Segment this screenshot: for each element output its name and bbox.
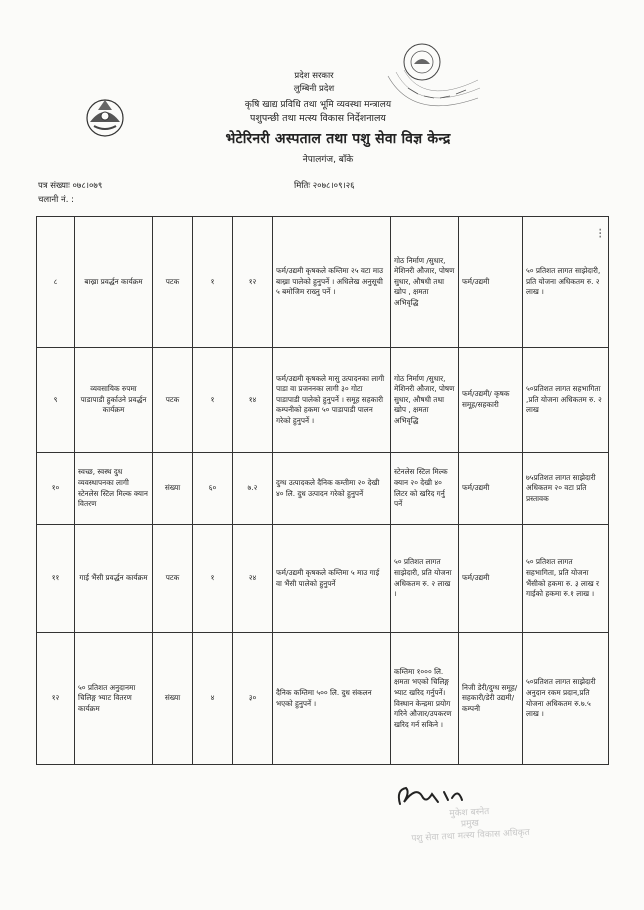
row-activity: ५० प्रतिशत लागत साझेदारी, प्रति योजना अधिकतम रु. २ लाख । — [391, 525, 459, 633]
row-beneficiary: फर्म/उद्यमी — [459, 217, 523, 348]
header-line-2: लुम्बिनी प्रदेश — [293, 84, 335, 94]
row-criteria: दुग्ध उत्पादकले दैनिक कम्तीमा २० देखी ४० लि. दुध उत्पादन गरेको हुनुपर्ने — [273, 453, 391, 525]
reference-number: पत्र संख्याः ०७८।०७९ — [38, 181, 103, 191]
row-quantity: १ — [193, 217, 233, 348]
header-line-4: पशुपन्छी तथा मत्स्य विकास निर्देशनालय — [250, 113, 386, 124]
row-sn: ८ — [37, 217, 75, 348]
row-program: व्यवसायिक रुपमा पाडापाडी हुर्काउने प्रवर्द्धन कार्यक्रम — [75, 348, 153, 453]
row-criteria: फर्म/उद्यमी कृषकले कम्तिमा २५ वटा माउ बाख्रा पालेको हुनुपर्ने । अधिलेख अनुसूची ५ बमोजिम राख्नु पर्ने । — [273, 217, 391, 348]
row-quantity: १ — [193, 348, 233, 453]
row-quantity: ४ — [193, 633, 233, 765]
row-program: गाई भैंसी प्रवर्द्धन कार्यक्रम — [75, 525, 153, 633]
row-budget: १२ — [233, 217, 273, 348]
row-beneficiary: फर्म/उद्यमी — [459, 453, 523, 525]
row-remarks: ५०प्रतिशत लागत साझेदारी अनुदान रकम प्रदान,प्रति योजना अधिकतम रु.७.५ लाख । — [523, 633, 609, 765]
row-remarks: ५० प्रतिशत लागत सहभागिता, प्रति योजना भैंसीको हकमा रु. ३ लाख र गाईको हकमा रु.१ लाख । — [523, 525, 609, 633]
program-table — [36, 216, 609, 765]
row-beneficiary: फर्म/उद्यमी — [459, 525, 523, 633]
official-stamp — [409, 805, 531, 845]
row-program: ५० प्रतिशत अनुदानमा चिलिङ्ग भ्याट वितरण कार्यक्रम — [75, 633, 153, 765]
row-activity: स्टेनलेस स्टिल मिल्क क्यान २० देखी ४० लिटर को खरिद गर्नु पर्ने — [391, 453, 459, 525]
row-budget: २४ — [233, 525, 273, 633]
row-sn: १० — [37, 453, 75, 525]
table-row — [37, 525, 609, 633]
table-row — [37, 633, 609, 765]
table-row — [37, 453, 609, 525]
row-activity: गोठ निर्माण /सुधार, मेशिनरी औजार, पोषण सुधार, औषधी तथा खोप , क्षमता अभिवृद्धि — [391, 217, 459, 348]
handwritten-signature — [392, 782, 482, 810]
row-unit: संख्या — [153, 633, 193, 765]
header-line-3: कृषि खाद्य प्रविधि तथा भूमि व्यवस्था मन्त्रालय — [244, 100, 392, 110]
row-budget: ३० — [233, 633, 273, 765]
row-sn: ११ — [37, 525, 75, 633]
row-budget: ७.२ — [233, 453, 273, 525]
signatory-name: मुकेश बस्नेत — [449, 806, 490, 820]
row-criteria: दैनिक कम्तिमा ५०० लि. दुध संकलन भएको हुनुपर्ने । — [273, 633, 391, 765]
row-remarks: ५० प्रतिशत लागत साझेदारी, प्रति योजना अधिकतम रु. २ लाख । — [523, 217, 609, 348]
row-unit: संख्या — [153, 453, 193, 525]
row-program: बाख्रा प्रवर्द्धन कार्यक्रम — [75, 217, 153, 348]
row-criteria: फर्म/उद्यमी कृषकले मासु उत्पादनका लागी पाडा वा प्रजननका लागी ३० गोटा पाडापाडी पालेको हुनुपर्ने । समूह सहकारी कम्पनीको हकमा ५० पाडापाडी पालन गरेको हुनुपर्ने । — [273, 348, 391, 453]
row-unit: पटक — [153, 348, 193, 453]
row-activity: गोठ निर्माण /सुधार, मेशिनरी औजार, पोषण सुधार, औषधी तथा खोप , क्षमता अभिवृद्धि — [391, 348, 459, 453]
row-unit: पटक — [153, 525, 193, 633]
signatory-title: प्रमुख — [460, 818, 480, 830]
row-criteria: फर्म/उद्यमी कृषकले कम्तिमा ५ माउ गाई वा भैंसी पालेको हुनुपर्ने — [273, 525, 391, 633]
row-sn: १२ — [37, 633, 75, 765]
letter-date: मितिः २०७८।०९।२६ — [294, 181, 355, 191]
chalani-number: चलानी नं. : — [38, 195, 74, 205]
signatory-subtitle: पशु सेवा तथा मत्स्य विकास अधिकृत — [411, 827, 531, 844]
row-unit: पटक — [153, 217, 193, 348]
row-program: स्वच्छ, स्वस्थ दुध व्यवस्थापनका लागी स्टेनलेस स्टिल मिल्क क्यान वितरण — [75, 453, 153, 525]
row-remarks: ५०प्रतिशत लागत सहभागिता ,प्रति योजना अधिकतम रु. २ लाख — [523, 348, 609, 453]
row-quantity: ६० — [193, 453, 233, 525]
row-quantity: १ — [193, 525, 233, 633]
margin-mark: ⁝ — [598, 226, 603, 242]
row-beneficiary: फर्म/उद्यमी/ कृषक समूह/सहकारी — [459, 348, 523, 453]
row-sn: ९ — [37, 348, 75, 453]
row-remarks: ७५प्रतिशत लागत साझेदारी अधिकतम २० वटा प्रति प्रस्तावक — [523, 453, 609, 525]
table-row — [37, 348, 609, 453]
row-activity: कम्तिमा १००० लि. क्षमता भएको चिलिङ्ग भ्याट खरिद गर्नुपर्ने। विस्थान केन्द्रमा प्रयोग गरिने औजार/उपकरण खरिद गर्न सकिने । — [391, 633, 459, 765]
row-budget: १४ — [233, 348, 273, 453]
office-title: भेटेरिनरी अस्पताल तथा पशु सेवा विज्ञ केन्द्र — [225, 131, 451, 147]
row-beneficiary: निजी डेरी/दुग्ध समूह/सहकारी/डेरी उद्यमी/कम्पनी — [459, 633, 523, 765]
header-line-1: प्रदेश सरकार — [294, 71, 334, 81]
office-location: नेपालगंज, बाँके — [302, 155, 354, 165]
table-row — [37, 217, 609, 348]
